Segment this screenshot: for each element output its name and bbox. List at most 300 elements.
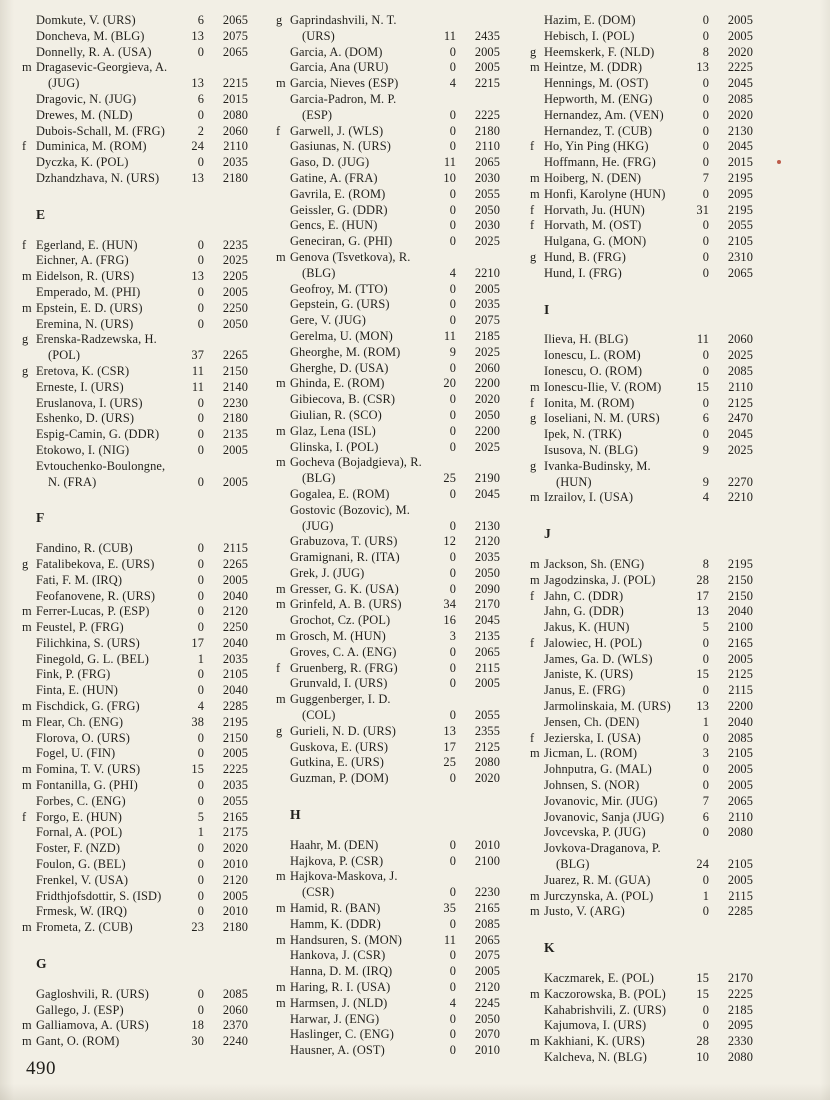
title-prefix — [530, 857, 544, 873]
title-prefix: g — [276, 13, 283, 27]
rating-value: 2090 — [474, 581, 500, 596]
player-name: Jurczynska, A. (POL) — [544, 888, 654, 903]
rating-list-row — [530, 604, 753, 620]
games-count: 0 — [197, 411, 204, 426]
games-count: 0 — [449, 423, 456, 438]
rating-list-row — [276, 108, 500, 124]
player-name: Heintze, M. (DDR) — [544, 60, 643, 75]
rating-list-row — [22, 841, 248, 857]
rating-list-row — [22, 60, 248, 76]
rating-value: 2005 — [222, 284, 248, 299]
rating-value: 2065 — [727, 265, 753, 280]
rating-list-row — [276, 487, 500, 503]
games-count: 0 — [197, 237, 204, 252]
games-count: 25 — [443, 471, 456, 486]
player-name: Hajkova-Maskova, J. — [290, 869, 398, 884]
title-prefix — [276, 503, 290, 519]
player-name: (HUN) — [556, 474, 592, 489]
player-name: Foulon, G. (BEL) — [36, 857, 126, 872]
rating-value: 2125 — [474, 739, 500, 754]
player-name: Hoffmann, He. (FRG) — [544, 155, 656, 170]
player-name: Jackson, Sh. (ENG) — [544, 556, 645, 571]
rating-value: 2005 — [474, 60, 500, 75]
rating-list-row — [276, 503, 500, 519]
rating-value: 2120 — [474, 534, 500, 549]
games-count: 38 — [191, 714, 204, 729]
title-prefix: m — [22, 300, 32, 315]
title-prefix: f — [276, 123, 281, 138]
rating-value: 2225 — [727, 986, 753, 1001]
games-count: 0 — [197, 44, 204, 59]
player-name: Horvath, Ju. (HUN) — [544, 202, 645, 217]
rating-value: 2170 — [474, 597, 500, 612]
games-count: 0 — [197, 904, 204, 919]
title-prefix — [22, 636, 36, 652]
rating-list-row — [22, 778, 248, 794]
title-prefix: m — [22, 269, 32, 284]
title-prefix — [276, 755, 290, 771]
title-prefix — [22, 794, 36, 810]
title-prefix — [276, 29, 290, 45]
rating-value: 2150 — [727, 588, 753, 603]
rating-list-row — [22, 92, 248, 108]
rating-value: 2130 — [727, 123, 753, 138]
player-name: Gostovic (Bozovic), M. — [290, 502, 410, 517]
title-prefix: g — [530, 411, 537, 426]
title-prefix: f — [22, 237, 27, 252]
title-prefix: m — [22, 762, 32, 777]
title-prefix — [276, 234, 290, 250]
rating-value: 2010 — [222, 857, 248, 872]
rating-list-row — [276, 440, 500, 456]
title-prefix: f — [530, 588, 535, 603]
games-count: 10 — [696, 1050, 709, 1065]
rating-value: 2060 — [474, 360, 500, 375]
rating-list-row — [530, 620, 753, 636]
player-name: Jovanovic, Mir. (JUG) — [544, 793, 658, 808]
rating-value: 2025 — [474, 439, 500, 454]
rating-list-row — [22, 573, 248, 589]
games-count: 5 — [702, 620, 709, 635]
rating-list-row — [530, 841, 753, 857]
rating-value: 2245 — [474, 995, 500, 1010]
player-name: Geneciran, G. (PHI) — [290, 234, 393, 249]
games-count: 0 — [449, 964, 456, 979]
title-prefix: f — [276, 660, 281, 675]
rating-value: 2060 — [727, 332, 753, 347]
rating-value: 2045 — [474, 486, 500, 501]
games-count: 0 — [702, 13, 709, 27]
rating-list-row — [530, 762, 753, 778]
title-prefix — [276, 329, 290, 345]
rating-value: 2005 — [727, 778, 753, 793]
title-prefix: m — [530, 1034, 540, 1049]
player-name: Gaprindashvili, N. T. — [290, 13, 397, 27]
title-prefix — [276, 613, 290, 629]
player-name: Galliamova, A. (URS) — [36, 1018, 149, 1033]
games-count: 15 — [696, 986, 709, 1001]
games-count: 0 — [197, 155, 204, 170]
games-count: 0 — [197, 1002, 204, 1017]
rating-list-row — [530, 573, 753, 589]
player-name: Hund, B. (FRG) — [544, 249, 626, 264]
games-count: 0 — [449, 837, 456, 852]
rating-value: 2035 — [474, 297, 500, 312]
games-count: 11 — [696, 332, 709, 347]
games-count: 35 — [443, 901, 456, 916]
rating-list-row — [276, 519, 500, 535]
games-count: 9 — [449, 344, 456, 359]
games-count: 37 — [191, 348, 204, 363]
player-name: Finta, E. (HUN) — [36, 683, 119, 698]
rating-value: 2170 — [727, 971, 753, 986]
title-prefix — [276, 139, 290, 155]
rating-value: 2035 — [222, 778, 248, 793]
games-count: 0 — [197, 588, 204, 603]
rating-value — [456, 250, 500, 266]
games-count: 7 — [702, 170, 709, 185]
player-name: Fati, F. M. (IRQ) — [36, 572, 123, 587]
rating-list-row — [530, 825, 753, 841]
rating-value: 2185 — [474, 328, 500, 343]
rating-list-row — [530, 234, 753, 250]
rating-list-row — [22, 171, 248, 187]
games-count: 15 — [191, 762, 204, 777]
games-count: 0 — [702, 249, 709, 264]
rating-value: 2225 — [222, 762, 248, 777]
rating-value — [456, 503, 500, 519]
games-count: 0 — [702, 778, 709, 793]
rating-list-row — [276, 13, 500, 29]
games-count: 13 — [696, 699, 709, 714]
games-count — [426, 455, 456, 471]
title-prefix — [22, 589, 36, 605]
player-name: Dzhandzhava, N. (URS) — [36, 170, 160, 185]
games-count: 0 — [197, 316, 204, 331]
title-prefix: m — [276, 692, 286, 707]
rating-value: 2150 — [222, 730, 248, 745]
title-prefix — [530, 652, 544, 668]
player-name: Forgo, E. (HUN) — [36, 809, 122, 824]
rating-value: 2025 — [727, 442, 753, 457]
rating-list-row — [276, 613, 500, 629]
games-count: 0 — [702, 1002, 709, 1017]
player-name: (ESP) — [302, 107, 333, 122]
rating-value: 2030 — [474, 218, 500, 233]
rating-value: 2015 — [727, 155, 753, 170]
rating-list-row — [22, 45, 248, 61]
title-prefix — [530, 841, 544, 857]
player-name: Kalcheva, N. (BLG) — [544, 1050, 647, 1065]
title-prefix — [530, 873, 544, 889]
games-count — [679, 841, 709, 857]
title-prefix — [22, 746, 36, 762]
games-count: 0 — [449, 1011, 456, 1026]
rating-value: 2005 — [727, 872, 753, 887]
rating-value: 2040 — [222, 635, 248, 650]
title-prefix — [276, 187, 290, 203]
rating-list-row — [276, 282, 500, 298]
rating-list-row — [530, 139, 753, 155]
title-prefix: m — [530, 572, 540, 587]
title-prefix: m — [276, 932, 286, 947]
rating-list-row — [22, 1034, 248, 1050]
rating-list-row — [22, 124, 248, 140]
title-prefix — [276, 948, 290, 964]
title-prefix — [276, 392, 290, 408]
title-prefix: f — [530, 218, 535, 233]
section-letter-header: G — [36, 956, 47, 972]
rating-value: 2095 — [727, 186, 753, 201]
rating-list-row — [530, 667, 753, 683]
rating-list-row — [530, 45, 753, 61]
player-name: Domkute, V. (URS) — [36, 13, 136, 27]
rating-list-row — [530, 171, 753, 187]
rating-list-row — [530, 459, 753, 475]
rating-list-row — [276, 980, 500, 996]
games-count: 0 — [449, 916, 456, 931]
games-count: 0 — [197, 778, 204, 793]
rating-value — [204, 60, 248, 76]
rating-list-row — [530, 652, 753, 668]
rating-list-row — [276, 29, 500, 45]
games-count: 0 — [702, 872, 709, 887]
games-count: 0 — [702, 28, 709, 43]
games-count: 0 — [449, 281, 456, 296]
games-count: 28 — [696, 572, 709, 587]
player-name: Kaczorowska, B. (POL) — [544, 986, 666, 1001]
rating-list-row — [276, 629, 500, 645]
rating-list-row — [530, 557, 753, 573]
games-count: 17 — [191, 635, 204, 650]
title-prefix — [22, 171, 36, 187]
player-name: Jakus, K. (HUN) — [544, 620, 630, 635]
rating-list-row — [276, 740, 500, 756]
rating-list-row — [22, 557, 248, 573]
rating-value: 2005 — [474, 281, 500, 296]
rating-value: 2085 — [727, 730, 753, 745]
rating-list-row — [22, 904, 248, 920]
games-count: 0 — [197, 857, 204, 872]
title-prefix: g — [530, 249, 537, 264]
rating-list-row — [530, 250, 753, 266]
rating-list-row — [276, 313, 500, 329]
title-prefix — [276, 471, 290, 487]
games-count: 20 — [443, 376, 456, 391]
rating-value: 2010 — [474, 837, 500, 852]
title-prefix: f — [530, 139, 535, 154]
player-name: Ionita, M. (ROM) — [544, 395, 635, 410]
title-prefix: g — [530, 44, 537, 59]
player-name: Janiste, K. (URS) — [544, 667, 634, 682]
title-prefix — [276, 345, 290, 361]
player-name: Fink, P. (FRG) — [36, 667, 111, 682]
games-count: 0 — [449, 139, 456, 154]
rating-list-row — [530, 971, 753, 987]
player-name: Jezierska, I. (USA) — [544, 730, 641, 745]
player-name: Hernandez, T. (CUB) — [544, 123, 653, 138]
rating-list-row — [530, 731, 753, 747]
rating-value: 2175 — [222, 825, 248, 840]
title-prefix — [276, 92, 290, 108]
rating-list-row — [276, 424, 500, 440]
player-name: Espig-Camin, G. (DDR) — [36, 427, 160, 442]
games-count: 8 — [702, 44, 709, 59]
games-count: 4 — [449, 265, 456, 280]
player-name: Ionescu, L. (ROM) — [544, 348, 641, 363]
games-count: 0 — [702, 348, 709, 363]
title-prefix — [22, 285, 36, 301]
title-prefix — [22, 253, 36, 269]
player-name: Jarmolinskaia, M. (URS) — [544, 699, 671, 714]
player-name: Gere, V. (JUG) — [290, 313, 366, 328]
games-count: 0 — [449, 44, 456, 59]
title-prefix — [22, 124, 36, 140]
player-name: Gagloshvili, R. (URS) — [36, 986, 149, 1001]
title-prefix — [276, 740, 290, 756]
rating-value: 2230 — [474, 885, 500, 900]
title-prefix — [22, 857, 36, 873]
rating-list-row — [530, 794, 753, 810]
rating-list-row — [530, 187, 753, 203]
rating-list-row — [530, 715, 753, 731]
games-count: 0 — [702, 427, 709, 442]
games-count: 0 — [449, 885, 456, 900]
player-name: Geofroy, M. (TTO) — [290, 281, 388, 296]
rating-value: 2355 — [474, 723, 500, 738]
rating-value: 2005 — [727, 28, 753, 43]
title-prefix — [22, 541, 36, 557]
title-prefix: m — [22, 1034, 32, 1049]
rating-value: 2105 — [727, 234, 753, 249]
player-name: Gavrila, E. (ROM) — [290, 186, 386, 201]
rating-value: 2020 — [727, 107, 753, 122]
title-prefix: m — [530, 904, 540, 919]
title-prefix — [276, 885, 290, 901]
player-name: Groves, C. A. (ENG) — [290, 644, 397, 659]
title-prefix — [22, 573, 36, 589]
games-count: 0 — [197, 841, 204, 856]
rating-list-row — [22, 427, 248, 443]
rating-list-row — [22, 443, 248, 459]
player-name: Hausner, A. (OST) — [290, 1043, 385, 1058]
games-count: 0 — [702, 218, 709, 233]
player-name: Eruslanova, I. (URS) — [36, 395, 143, 410]
games-count: 3 — [449, 629, 456, 644]
games-count: 4 — [702, 490, 709, 505]
rating-list-row — [276, 345, 500, 361]
player-name: Guzman, P. (DOM) — [290, 771, 389, 786]
rating-list-row — [22, 746, 248, 762]
rating-value: 2085 — [727, 91, 753, 106]
title-prefix: m — [530, 379, 540, 394]
games-count: 0 — [449, 486, 456, 501]
games-count — [426, 13, 456, 29]
title-prefix — [22, 45, 36, 61]
rating-list-row — [530, 589, 753, 605]
games-count — [174, 332, 204, 348]
player-name: Hebisch, I. (POL) — [544, 28, 635, 43]
games-count: 24 — [696, 857, 709, 872]
title-prefix — [22, 459, 36, 475]
rating-list-row — [22, 348, 248, 364]
games-count: 13 — [696, 60, 709, 75]
rating-value — [204, 332, 248, 348]
title-prefix: m — [276, 423, 286, 438]
rating-value: 2125 — [727, 667, 753, 682]
rating-list-row — [530, 92, 753, 108]
section-letter-header: F — [36, 510, 45, 526]
rating-list-row — [530, 124, 753, 140]
rating-list-row — [530, 427, 753, 443]
rating-list-row — [22, 731, 248, 747]
title-prefix: m — [530, 986, 540, 1001]
title-prefix — [530, 92, 544, 108]
title-prefix — [22, 1003, 36, 1019]
rating-list-row — [276, 582, 500, 598]
section-letter-header: K — [544, 940, 555, 956]
section-letter-header: E — [36, 206, 46, 222]
games-count: 0 — [449, 439, 456, 454]
player-name: (JUG) — [48, 76, 80, 91]
rating-value: 2100 — [474, 853, 500, 868]
title-prefix: m — [22, 714, 32, 729]
player-name: Grochot, Cz. (POL) — [290, 613, 391, 628]
rating-list-row — [276, 1027, 500, 1043]
rating-value: 2020 — [474, 771, 500, 786]
player-name: Hepworth, M. (ENG) — [544, 91, 653, 106]
rating-value: 2005 — [222, 888, 248, 903]
title-prefix: m — [530, 556, 540, 571]
title-prefix — [276, 487, 290, 503]
player-name: Hazim, E. (DOM) — [544, 13, 636, 27]
player-name: Janus, E. (FRG) — [544, 683, 626, 698]
games-count: 0 — [702, 123, 709, 138]
rating-value: 2040 — [727, 714, 753, 729]
player-name: Gencs, E. (HUN) — [290, 218, 378, 233]
title-prefix — [530, 699, 544, 715]
rating-list-row — [22, 364, 248, 380]
player-name: Drewes, M. (NLD) — [36, 107, 133, 122]
rating-value: 2210 — [727, 490, 753, 505]
player-name: Haslinger, C. (ENG) — [290, 1027, 394, 1042]
player-name: Erneste, I. (URS) — [36, 379, 124, 394]
games-count: 0 — [449, 565, 456, 580]
rating-value: 2035 — [222, 651, 248, 666]
rating-value: 2370 — [222, 1018, 248, 1033]
player-name: Gogalea, E. (ROM) — [290, 486, 390, 501]
title-prefix — [530, 155, 544, 171]
player-name: Fogel, U. (FIN) — [36, 746, 116, 761]
title-prefix — [276, 313, 290, 329]
player-name: Ilieva, H. (BLG) — [544, 332, 629, 347]
games-count: 1 — [702, 714, 709, 729]
games-count: 0 — [702, 139, 709, 154]
rating-list-row — [22, 332, 248, 348]
title-prefix — [530, 604, 544, 620]
rating-value: 2285 — [222, 699, 248, 714]
player-name: Grosch, M. (HUN) — [290, 629, 386, 644]
games-count: 17 — [443, 739, 456, 754]
rating-list-row — [22, 238, 248, 254]
player-name: Ho, Yin Ping (HKG) — [544, 139, 649, 154]
games-count: 2 — [197, 123, 204, 138]
rating-list-row — [530, 348, 753, 364]
rating-list-row — [530, 364, 753, 380]
title-prefix: m — [530, 490, 540, 505]
rating-list-row — [276, 917, 500, 933]
title-prefix — [22, 904, 36, 920]
